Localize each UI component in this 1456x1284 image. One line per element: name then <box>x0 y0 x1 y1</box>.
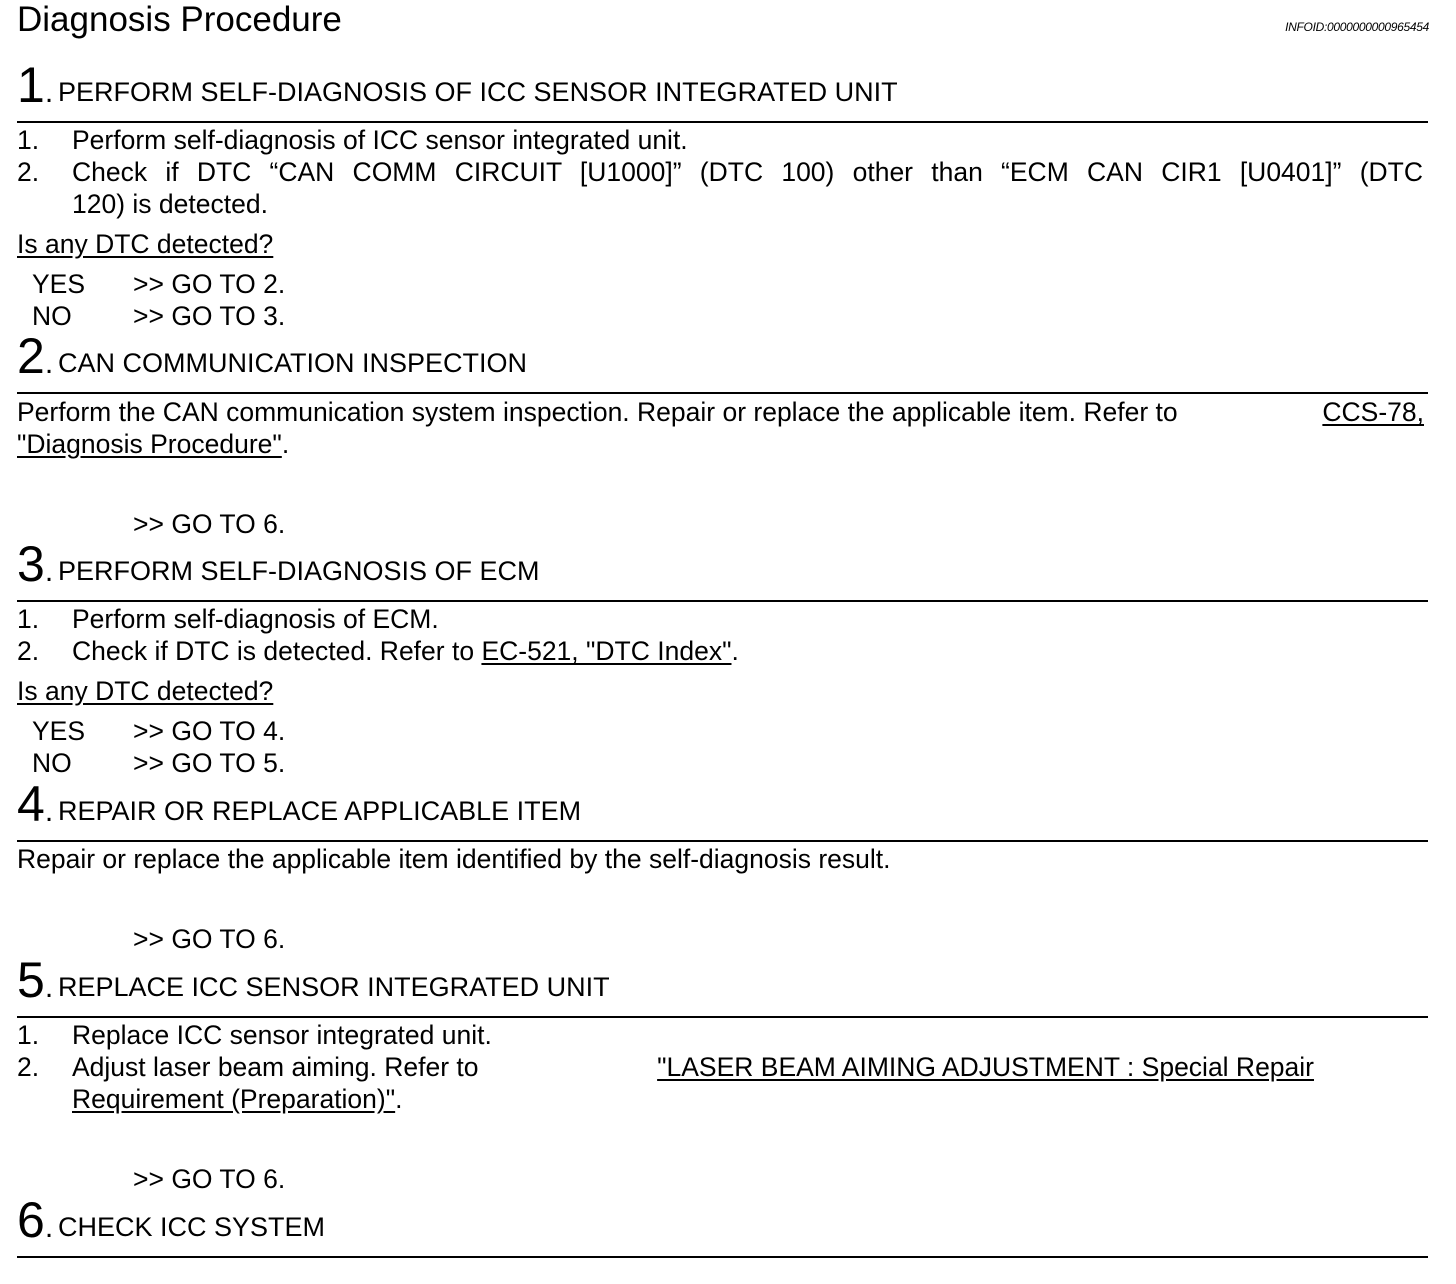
step-2-go: >> GO TO 6. <box>133 509 286 539</box>
step-3-item-2-number: 2. <box>17 636 40 666</box>
ccs-78-link[interactable]: CCS-78, <box>1322 397 1424 427</box>
step-3-item-1-text: Perform self-diagnosis of ECM. <box>72 604 439 634</box>
step-1-no-go: >> GO TO 3. <box>133 301 286 331</box>
step-4-go: >> GO TO 6. <box>133 924 286 954</box>
step-3-header <box>17 536 1428 602</box>
page-title: Diagnosis Procedure <box>17 0 342 39</box>
step-3-title: PERFORM SELF-DIAGNOSIS OF ECM <box>58 556 540 586</box>
step-3-yes-label: YES <box>32 716 86 746</box>
diagnosis-procedure-link[interactable]: "Diagnosis Procedure" <box>17 429 282 459</box>
laser-beam-aiming-link[interactable]: "LASER BEAM AIMING ADJUSTMENT : Special Repair <box>657 1052 1314 1082</box>
step-1-title: PERFORM SELF-DIAGNOSIS OF ICC SENSOR INTEGRATED UNIT <box>58 77 898 107</box>
step-2-title: CAN COMMUNICATION INSPECTION <box>58 348 528 378</box>
step-2-text-line-2: "Diagnosis Procedure". <box>17 429 290 459</box>
step-3-item-2-text: Check if DTC is detected. Refer to EC-521, "DTC Index". <box>72 636 739 666</box>
step-3-question: Is any DTC detected? <box>17 676 274 706</box>
step-3-number: 3. <box>17 536 54 592</box>
laser-beam-aiming-link-cont[interactable]: Requirement (Preparation)" <box>72 1084 396 1114</box>
step-4-number: 4. <box>17 776 54 832</box>
step-1-item-2-text-line-1: Check if DTC “CAN COMM CIRCUIT [U1000]” (DTC 100) other than “ECM CAN CIR1 [U0401]” (DTC <box>72 157 1423 187</box>
step-5-go: >> GO TO 6. <box>133 1164 286 1194</box>
step-3-item-1-number: 1. <box>17 604 40 634</box>
step-5-item-2-text: Adjust laser beam aiming. Refer to <box>72 1052 479 1082</box>
step-5-item-2-line-1 <box>72 1051 1314 1083</box>
step-2-number: 2. <box>17 328 54 384</box>
step-1-header <box>17 57 1428 123</box>
step-3-yes-go: >> GO TO 4. <box>133 716 286 746</box>
step-1-no-label: NO <box>32 301 72 331</box>
step-2-header <box>17 328 1428 394</box>
step-2-text-line-1 <box>17 396 1424 428</box>
step-1-yes-label: YES <box>32 269 86 299</box>
step-1-item-2-text-line-2: 120) is detected. <box>72 189 268 219</box>
info-id: INFOID:0000000000965454 <box>1285 20 1429 34</box>
step-5-item-2-number: 2. <box>17 1052 40 1082</box>
step-1-item-1-number: 1. <box>17 125 40 155</box>
step-1-yes-go: >> GO TO 2. <box>133 269 286 299</box>
step-4-header <box>17 776 1428 842</box>
ec-521-dtc-index-link[interactable]: EC-521, "DTC Index" <box>481 636 732 666</box>
step-5-number: 5. <box>17 952 54 1008</box>
step-3-no-go: >> GO TO 5. <box>133 748 286 778</box>
step-5-header <box>17 952 1428 1018</box>
step-1-item-2-number: 2. <box>17 157 40 187</box>
step-4-text: Repair or replace the applicable item identified by the self-diagnosis result. <box>17 844 891 874</box>
step-1-item-1-text: Perform self-diagnosis of ICC sensor integrated unit. <box>72 125 688 155</box>
step-3-no-label: NO <box>32 748 72 778</box>
step-6-title: CHECK ICC SYSTEM <box>58 1212 326 1242</box>
step-5-item-1-text: Replace ICC sensor integrated unit. <box>72 1020 492 1050</box>
step-6-header <box>17 1192 1428 1258</box>
step-5-title: REPLACE ICC SENSOR INTEGRATED UNIT <box>58 972 610 1002</box>
step-1-number: 1. <box>17 57 54 113</box>
step-5-item-1-number: 1. <box>17 1020 40 1050</box>
step-5-item-2-line-2: Requirement (Preparation)". <box>72 1084 403 1114</box>
step-1-question: Is any DTC detected? <box>17 229 274 259</box>
step-4-title: REPAIR OR REPLACE APPLICABLE ITEM <box>58 796 582 826</box>
step-6-number: 6. <box>17 1192 54 1248</box>
step-2-text: Perform the CAN communication system inspection. Repair or replace the applicable item. Refer to <box>17 397 1178 427</box>
